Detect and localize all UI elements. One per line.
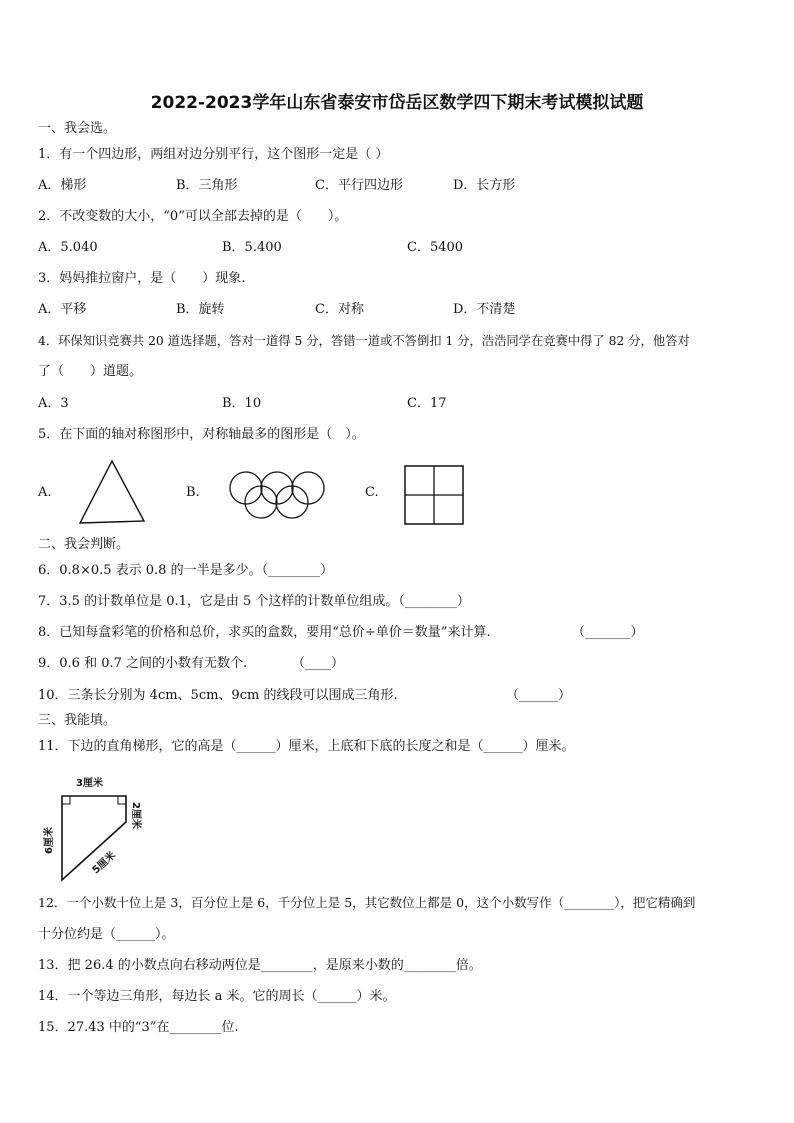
question-14: 14．一个等边三角形，每边长 a 米。它的周长（______）米。 (38, 989, 396, 1004)
question-8: 8．已知每盒彩笔的价格和总价，求买的盒数，要用“总价÷单价＝数量”来计算. (38, 625, 491, 640)
q1-option-b: B．三角形 (176, 178, 238, 193)
q2-option-c: C．5400 (407, 240, 464, 255)
trapezoid-left-label: 6厘米 (44, 827, 55, 854)
question-5: 5．在下面的轴对称图形中，对称轴最多的图形是（ ）。 (38, 427, 365, 442)
q8-answer-blank: （_______） (572, 625, 644, 640)
q2-option-b: B．5.400 (222, 240, 282, 255)
question-10: 10．三条长分别为 4cm、5cm、9cm 的线段可以围成三角形. (38, 688, 398, 703)
q5-label-c: C. (365, 485, 379, 500)
q3-option-a: A．平移 (38, 302, 87, 317)
question-6: 6．0.8×0.5 表示 0.8 的一半是多少。（________） (38, 563, 334, 578)
page-title: 2022-2023学年山东省泰安市岱岳区数学四下期末考试模拟试题 (150, 93, 644, 113)
trapezoid-right-label: 2厘米 (130, 802, 141, 829)
trapezoid-top-label: 3厘米 (76, 778, 103, 789)
right-trapezoid-figure (36, 770, 156, 886)
section-heading-1: 一、我会选。 (38, 121, 117, 136)
q3-option-d: D．不清楚 (453, 302, 516, 317)
q1-option-d: D．长方形 (453, 178, 516, 193)
q9-answer-blank: （____） (292, 656, 345, 671)
question-12-line-2: 十分位约是（______）。 (38, 927, 175, 942)
question-3: 3．妈妈推拉窗户，是（ ）现象. (38, 271, 246, 286)
triangle-figure (76, 458, 148, 526)
question-4-line-1: 4．环保知识竞赛共 20 道选择题，答对一道得 5 分，答错一道或不答倒扣 1 分，浩浩同学在竞赛中得了 82 分，他答对 (38, 334, 690, 348)
q2-option-a: A．5.040 (38, 240, 98, 255)
question-2: 2．不改变数的大小，“0”可以全部去掉的是（ ）。 (38, 209, 348, 224)
q5-label-b: B. (186, 485, 200, 500)
question-13: 13．把 26.4 的小数点向右移动两位是________，是原来小数的________倍。 (38, 958, 482, 973)
question-15: 15．27.43 中的“3”在________位. (38, 1020, 239, 1035)
question-9: 9．0.6 和 0.7 之间的小数有无数个. (38, 656, 248, 671)
grid-square-figure (403, 464, 465, 526)
q1-option-a: A．梯形 (38, 178, 87, 193)
section-heading-3: 三、我能填。 (38, 713, 117, 728)
q4-option-b: B．10 (222, 396, 262, 411)
q3-option-b: B．旋转 (176, 302, 225, 317)
question-4-line-2: 了（ ）道题。 (38, 364, 143, 379)
question-11: 11．下边的直角梯形，它的高是（______）厘米，上底和下底的长度之和是（______）厘米。 (38, 739, 575, 754)
section-heading-2: 二、我会判断。 (38, 537, 130, 552)
question-1: 1．有一个四边形，两组对边分别平行，这个图形一定是（ ） (38, 147, 389, 162)
q4-option-c: C．17 (407, 396, 447, 411)
question-12-line-1: 12．一个小数十位上是 3，百分位上是 6，千分位上是 5，其它数位上都是 0，这个小数写作（________），把它精确到 (38, 895, 696, 910)
trapezoid-slant-label: 5厘米 (90, 850, 119, 877)
q3-option-c: C．对称 (315, 302, 364, 317)
q4-option-a: A．3 (38, 396, 69, 411)
olympic-rings-figure (224, 470, 332, 520)
q5-label-a: A. (38, 485, 52, 500)
q10-answer-blank: （______） (506, 688, 572, 703)
q1-option-c: C．平行四边形 (315, 178, 403, 193)
question-7: 7．3.5 的计数单位是 0.1，它是由 5 个这样的计数单位组成。（________） (38, 594, 470, 609)
